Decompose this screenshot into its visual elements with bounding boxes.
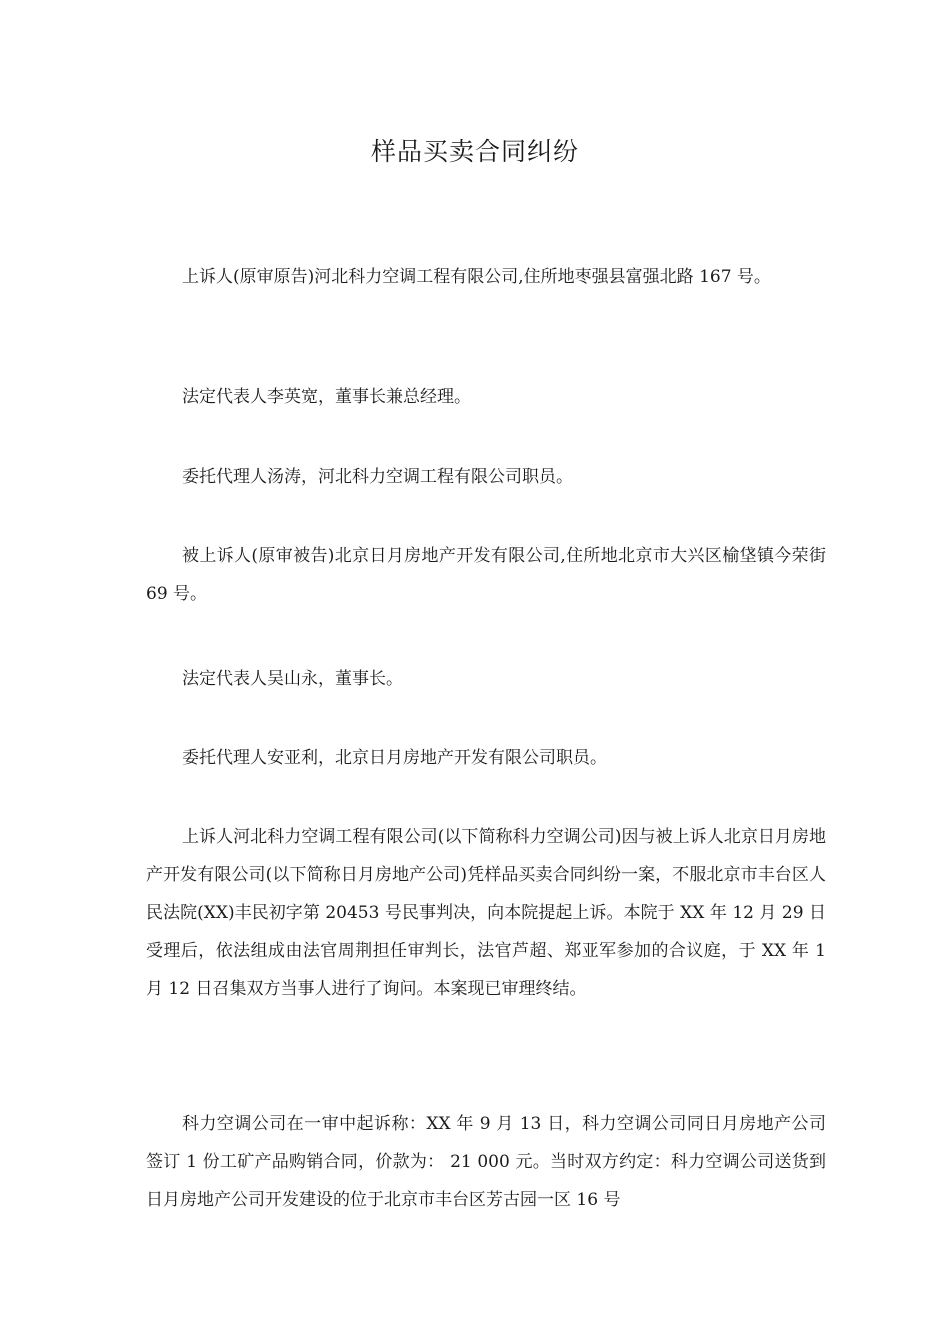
paragraph-appellee-agent: 委托代理人安亚利，北京日月房地产开发有限公司职员。 [182,748,607,768]
document-title: 样品买卖合同纠纷 [370,137,579,166]
paragraph-appellee-legal-rep: 法定代表人吴山永，董事长。 [182,669,403,689]
paragraph-case-overview: 上诉人河北科力空调工程有限公司(以下简称科力空调公司)因与被上诉人北京日月房地产开发有限公司(以下简称日月房地产公司)凭样品买卖合同纠纷一案，不服北京市丰台区人民法院(XX)丰民初字第 20453 号民事判决，向本院提起上诉。本院于 XX 年 12 月 29 日受理后，依法组成由法官周荆担任审判长，法官芦超、郑亚军参加的合议庭，于 XX 年 1 月 12 日召集双方当事人进行了询问。本案现已审理终结。 [146,827,826,999]
paragraph-appellee: 被上诉人(原审被告)北京日月房地产开发有限公司,住所地北京市大兴区榆垡镇今荣街 69 号。 [146,546,826,604]
paragraph-appellant: 上诉人(原审原告)河北科力空调工程有限公司,住所地枣强县富强北路 167 号。 [182,267,771,287]
paragraph-first-instance-claim: 科力空调公司在一审中起诉称：XX 年 9 月 13 日，科力空调公司同日月房地产公司签订 1 份工矿产品购销合同，价款为： 21 000 元。当时双方约定：科力空调公司送货到日月房地产公司开发建设的位于北京市丰台区芳古园一区 16 号 [146,1114,826,1210]
paragraph-appellant-legal-rep: 法定代表人李英宽，董事长兼总经理。 [182,387,471,407]
paragraph-appellant-agent: 委托代理人汤涛，河北科力空调工程有限公司职员。 [182,467,573,487]
